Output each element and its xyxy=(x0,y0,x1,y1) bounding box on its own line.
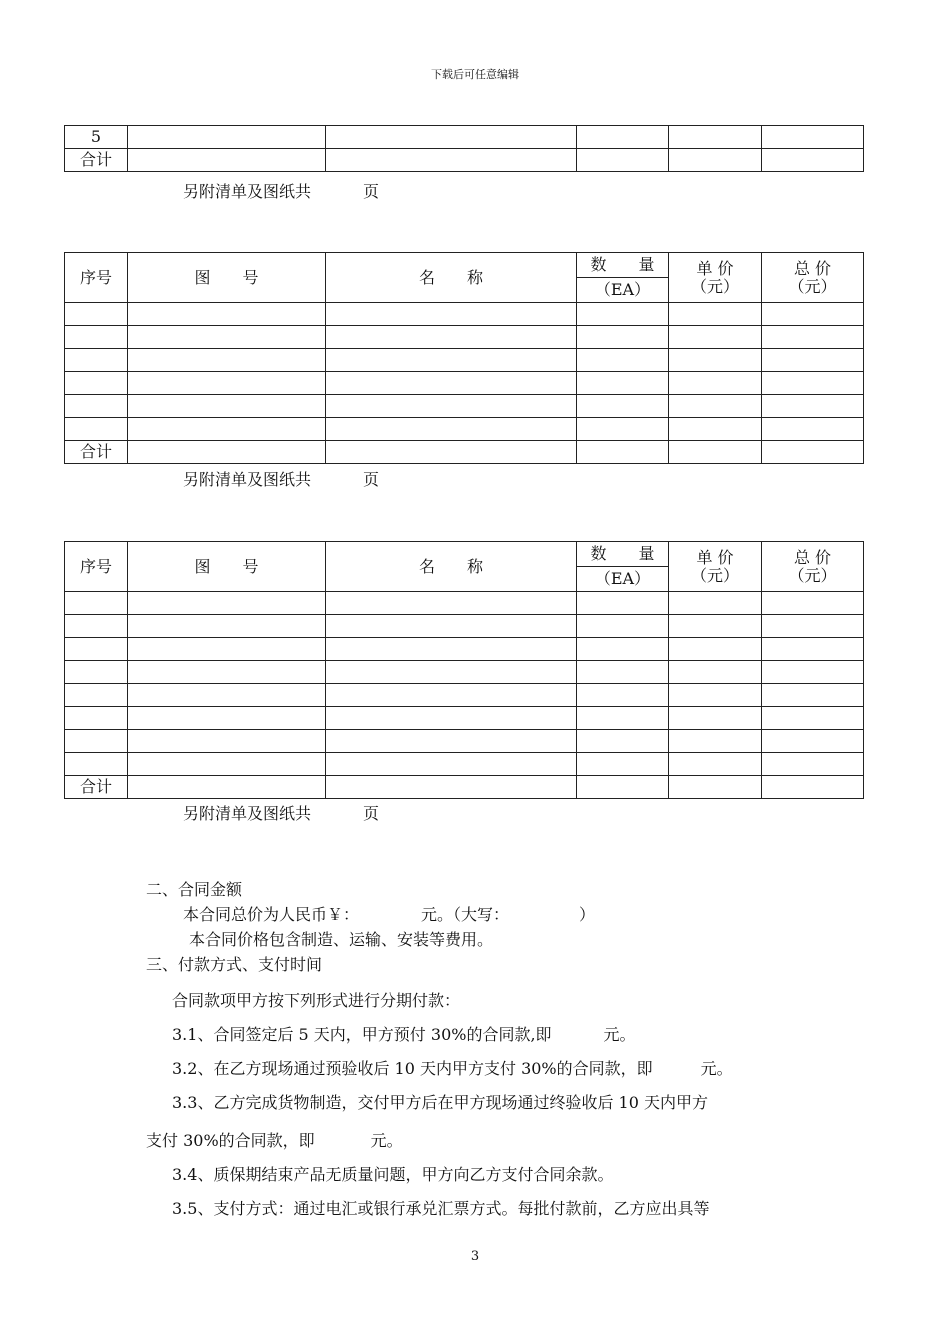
table-row xyxy=(65,684,864,707)
cell-qty[interactable] xyxy=(577,441,669,464)
cell-drawing-no[interactable] xyxy=(128,418,326,441)
attachment-note-suffix: 页 xyxy=(363,182,380,201)
header-total-price xyxy=(762,253,864,303)
cell-seq[interactable] xyxy=(65,707,128,730)
total-label: 合计 xyxy=(65,149,128,172)
attachment-note-prefix: 另附清单及图纸共 xyxy=(183,804,312,823)
cell-qty[interactable] xyxy=(577,349,669,372)
cell-total-price[interactable] xyxy=(762,592,864,615)
table-row xyxy=(65,349,864,372)
table-row xyxy=(65,395,864,418)
attachment-note xyxy=(183,467,379,490)
cell-qty[interactable] xyxy=(577,661,669,684)
cell-total-price[interactable] xyxy=(762,441,864,464)
attachment-note-suffix: 页 xyxy=(363,804,380,823)
table-row xyxy=(65,326,864,349)
cell-unit-price[interactable] xyxy=(669,372,762,395)
payment-item-1-unit: 元。 xyxy=(603,1025,636,1044)
cell-seq[interactable] xyxy=(65,684,128,707)
cell-qty[interactable] xyxy=(577,638,669,661)
table-row xyxy=(65,126,864,149)
contract-total-label: 本合同总价为人民币￥： xyxy=(183,905,360,924)
cell-name[interactable] xyxy=(326,684,577,707)
cell-total-price[interactable] xyxy=(762,349,864,372)
attachment-note-prefix: 另附清单及图纸共 xyxy=(183,470,312,489)
attachment-note xyxy=(183,179,379,202)
cell-unit-price[interactable] xyxy=(669,661,762,684)
total-label: 合计 xyxy=(65,776,128,799)
payment-item-3-unit: 元。 xyxy=(370,1131,403,1150)
cell-total-price[interactable] xyxy=(762,638,864,661)
cell-drawing-no[interactable] xyxy=(128,615,326,638)
payment-item-3: 3.3、乙方完成货物制造，交付甲方后在甲方现场通过终验收后 10 天内甲方 xyxy=(172,1093,708,1112)
cell-qty[interactable] xyxy=(577,684,669,707)
unit-price-unit: （元） xyxy=(690,276,739,296)
cell-name[interactable] xyxy=(326,638,577,661)
cell-total-price[interactable] xyxy=(762,126,864,149)
cell-drawing-no[interactable] xyxy=(128,149,326,172)
header-drawing-no: 图 号 xyxy=(128,542,326,592)
cell-seq[interactable] xyxy=(65,638,128,661)
goods-table-continued xyxy=(64,125,864,172)
table-row xyxy=(65,592,864,615)
table-row xyxy=(65,615,864,638)
cell-unit-price[interactable] xyxy=(669,326,762,349)
table-row xyxy=(65,707,864,730)
payment-item-3-cont xyxy=(146,1128,403,1151)
payment-intro: 合同款项甲方按下列形式进行分期付款： xyxy=(172,991,461,1010)
cell-drawing-no[interactable] xyxy=(128,592,326,615)
cell-drawing-no[interactable] xyxy=(128,707,326,730)
header-total-price xyxy=(762,542,864,592)
cell-seq[interactable] xyxy=(65,395,128,418)
cell-seq[interactable] xyxy=(65,418,128,441)
cell-drawing-no[interactable] xyxy=(128,326,326,349)
payment-item-5: 3.5、支付方式：通过电汇或银行承兑汇票方式。每批付款前，乙方应出具等 xyxy=(172,1199,710,1218)
cell-total-price[interactable] xyxy=(762,326,864,349)
total-row xyxy=(65,149,864,172)
goods-table-3 xyxy=(64,541,864,799)
payment-item-1 xyxy=(172,1022,636,1045)
cell-qty[interactable] xyxy=(577,615,669,638)
cell-unit-price[interactable] xyxy=(669,707,762,730)
cell-total-price[interactable] xyxy=(762,776,864,799)
header-qty-unit: （EA） xyxy=(577,278,669,303)
price-includes-line: 本合同价格包含制造、运输、安装等费用。 xyxy=(189,930,494,949)
cell-name[interactable] xyxy=(326,395,577,418)
cell-drawing-no[interactable] xyxy=(128,776,326,799)
cell-drawing-no[interactable] xyxy=(128,395,326,418)
cell-total-price[interactable] xyxy=(762,707,864,730)
cell-unit-price[interactable] xyxy=(669,638,762,661)
unit-price-label: 单 价 xyxy=(696,547,734,567)
cell-qty[interactable] xyxy=(577,707,669,730)
cell-total-price[interactable] xyxy=(762,372,864,395)
cell-drawing-no[interactable] xyxy=(128,730,326,753)
cell-qty[interactable] xyxy=(577,776,669,799)
contract-total-line xyxy=(183,902,595,925)
header-qty: 数 量 xyxy=(577,253,669,278)
total-label: 合计 xyxy=(65,441,128,464)
cell-name[interactable] xyxy=(326,126,577,149)
cell-seq[interactable] xyxy=(65,615,128,638)
cell-unit-price[interactable] xyxy=(669,776,762,799)
cell-drawing-no[interactable] xyxy=(128,303,326,326)
cell-unit-price[interactable] xyxy=(669,441,762,464)
header-qty: 数 量 xyxy=(577,542,669,567)
cell-drawing-no[interactable] xyxy=(128,372,326,395)
cell-seq[interactable] xyxy=(65,372,128,395)
cell-total-price[interactable] xyxy=(762,661,864,684)
cell-unit-price[interactable] xyxy=(669,126,762,149)
cell-qty[interactable] xyxy=(577,395,669,418)
header-drawing-no: 图 号 xyxy=(128,253,326,303)
payment-item-1-text: 3.1、合同签定后 5 天内，甲方预付 30%的合同款,即 xyxy=(172,1025,552,1044)
cell-total-price[interactable] xyxy=(762,418,864,441)
table-row xyxy=(65,638,864,661)
payment-item-3-text: 支付 30%的合同款，即 xyxy=(146,1131,315,1150)
cell-drawing-no[interactable] xyxy=(128,638,326,661)
header-unit-price xyxy=(669,542,762,592)
cell-name[interactable] xyxy=(326,615,577,638)
payment-item-2-unit: 元。 xyxy=(700,1059,733,1078)
cell-total-price[interactable] xyxy=(762,684,864,707)
cell-name[interactable] xyxy=(326,349,577,372)
table-row xyxy=(65,753,864,776)
attachment-note-prefix: 另附清单及图纸共 xyxy=(183,182,312,201)
header-qty-unit: （EA） xyxy=(577,567,669,592)
row-seq: 5 xyxy=(65,126,128,149)
cell-qty[interactable] xyxy=(577,126,669,149)
cell-qty[interactable] xyxy=(577,326,669,349)
cell-unit-price[interactable] xyxy=(669,592,762,615)
cell-drawing-no[interactable] xyxy=(128,126,326,149)
cell-name[interactable] xyxy=(326,303,577,326)
contract-total-uppercase-label: 元。（大写： xyxy=(421,905,510,924)
cell-drawing-no[interactable] xyxy=(128,753,326,776)
cell-name[interactable] xyxy=(326,661,577,684)
cell-total-price[interactable] xyxy=(762,753,864,776)
cell-qty[interactable] xyxy=(577,303,669,326)
cell-drawing-no[interactable] xyxy=(128,441,326,464)
header-name: 名 称 xyxy=(326,542,577,592)
table-body xyxy=(65,592,864,776)
cell-qty[interactable] xyxy=(577,592,669,615)
header-unit-price xyxy=(669,253,762,303)
header-seq: 序号 xyxy=(65,253,128,303)
total-price-label: 总 价 xyxy=(793,547,832,567)
cell-name[interactable] xyxy=(326,776,577,799)
cell-total-price[interactable] xyxy=(762,395,864,418)
cell-name[interactable] xyxy=(326,372,577,395)
cell-qty[interactable] xyxy=(577,372,669,395)
total-price-unit: （元） xyxy=(788,565,837,585)
cell-seq[interactable] xyxy=(65,349,128,372)
page-number: 3 xyxy=(470,1249,480,1264)
cell-unit-price[interactable] xyxy=(669,615,762,638)
cell-name[interactable] xyxy=(326,592,577,615)
payment-item-2-text: 3.2、在乙方现场通过预验收后 10 天内甲方支付 30%的合同款，即 xyxy=(172,1059,653,1078)
cell-seq[interactable] xyxy=(65,303,128,326)
cell-unit-price[interactable] xyxy=(669,349,762,372)
table-body xyxy=(65,303,864,441)
cell-qty[interactable] xyxy=(577,418,669,441)
goods-table-2 xyxy=(64,252,864,464)
unit-price-label: 单 价 xyxy=(696,258,734,278)
cell-drawing-no[interactable] xyxy=(128,349,326,372)
table-row xyxy=(65,372,864,395)
total-price-label: 总 价 xyxy=(793,258,832,278)
cell-name[interactable] xyxy=(326,149,577,172)
cell-unit-price[interactable] xyxy=(669,303,762,326)
cell-seq[interactable] xyxy=(65,661,128,684)
total-row xyxy=(65,776,864,799)
payment-item-4: 3.4、质保期结束产品无质量问题，甲方向乙方支付合同余款。 xyxy=(172,1165,614,1184)
header-seq: 序号 xyxy=(65,542,128,592)
cell-qty[interactable] xyxy=(577,730,669,753)
table-row xyxy=(65,730,864,753)
cell-name[interactable] xyxy=(326,326,577,349)
cell-unit-price[interactable] xyxy=(669,684,762,707)
cell-qty[interactable] xyxy=(577,753,669,776)
cell-seq[interactable] xyxy=(65,592,128,615)
section3-title: 三、付款方式、支付时间 xyxy=(146,955,323,974)
cell-qty[interactable] xyxy=(577,149,669,172)
cell-seq[interactable] xyxy=(65,730,128,753)
total-price-unit: （元） xyxy=(788,276,837,296)
table-row xyxy=(65,303,864,326)
cell-name[interactable] xyxy=(326,418,577,441)
cell-name[interactable] xyxy=(326,730,577,753)
cell-unit-price[interactable] xyxy=(669,149,762,172)
cell-unit-price[interactable] xyxy=(669,418,762,441)
unit-price-unit: （元） xyxy=(690,565,739,585)
cell-drawing-no[interactable] xyxy=(128,661,326,684)
cell-unit-price[interactable] xyxy=(669,395,762,418)
cell-drawing-no[interactable] xyxy=(128,684,326,707)
table-row xyxy=(65,661,864,684)
total-row xyxy=(65,441,864,464)
cell-name[interactable] xyxy=(326,441,577,464)
payment-item-2 xyxy=(172,1056,733,1079)
table-row xyxy=(65,418,864,441)
cell-unit-price[interactable] xyxy=(669,753,762,776)
cell-total-price[interactable] xyxy=(762,615,864,638)
contract-total-close: ） xyxy=(579,905,596,924)
cell-unit-price[interactable] xyxy=(669,730,762,753)
cell-name[interactable] xyxy=(326,707,577,730)
attachment-note-suffix: 页 xyxy=(363,470,380,489)
cell-total-price[interactable] xyxy=(762,730,864,753)
attachment-note xyxy=(183,801,379,824)
section2-title: 二、合同金额 xyxy=(146,880,243,899)
page-header: 下载后可任意编辑 xyxy=(431,68,519,81)
cell-total-price[interactable] xyxy=(762,149,864,172)
cell-name[interactable] xyxy=(326,753,577,776)
header-name: 名 称 xyxy=(326,253,577,303)
cell-total-price[interactable] xyxy=(762,303,864,326)
cell-seq[interactable] xyxy=(65,753,128,776)
cell-seq[interactable] xyxy=(65,326,128,349)
